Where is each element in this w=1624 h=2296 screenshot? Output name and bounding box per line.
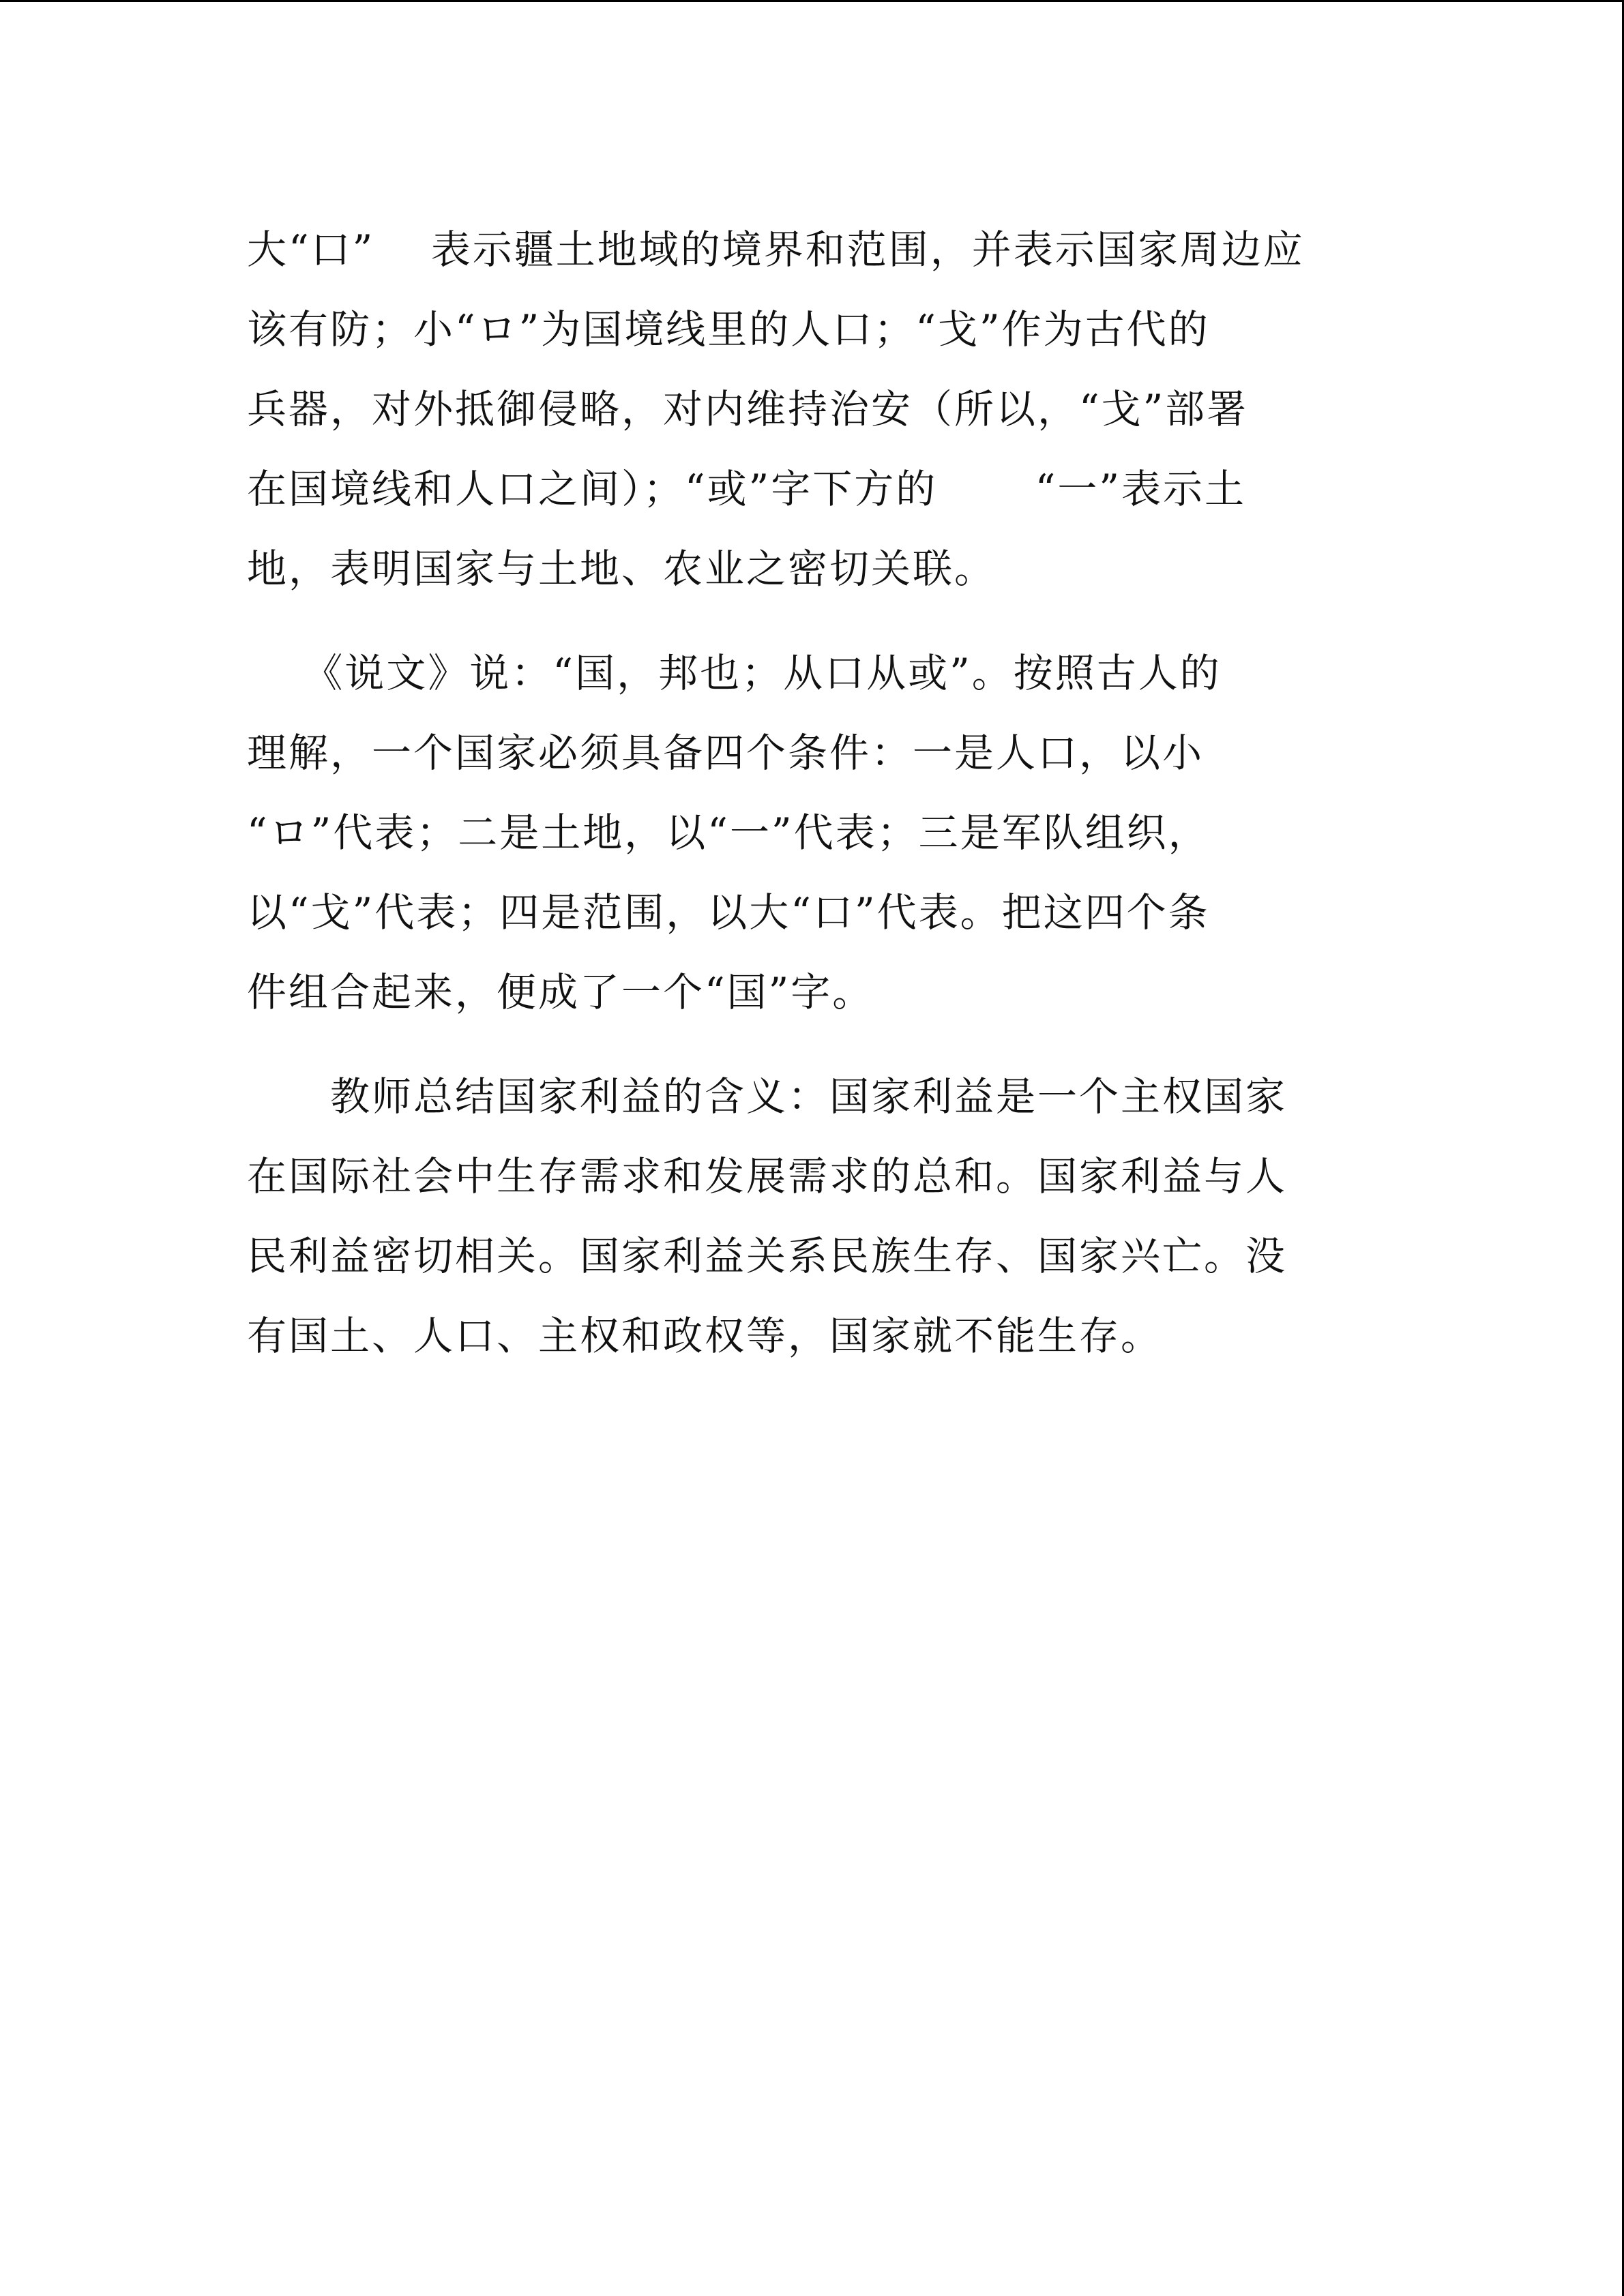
text-line: 该有防；小“ロ”为国境线里的人口；“戈”作为古代的: [247, 306, 1210, 353]
text-line: 在国际社会中生存需求和发展需求的总和。国家利益与人: [247, 1153, 1288, 1199]
text-line: 理解，一个国家必须具备四个条件：一是人口，以小: [247, 730, 1205, 776]
text-line: 民利益密切相关。国家利益关系民族生存、国家兴亡。没: [247, 1233, 1288, 1279]
text-line: 大“口” 表示疆土地域的境界和范围，并表示国家周边应: [247, 226, 1305, 273]
text-line: 有国土、人口、主权和政权等，国家就不能生存。: [247, 1313, 1163, 1359]
paragraph-national-interest-summary: [247, 1057, 1406, 1376]
text-line: 《说文》说：“国，邦也；从口从或”。按照古人的: [247, 650, 1222, 696]
text-line: 地，表明国家与土地、农业之密切关联。: [247, 546, 996, 592]
document-body: [247, 210, 1406, 1376]
text-line: 兵器，对外抵御侵略，对内维持治安（所以，“戈”部署: [247, 386, 1249, 432]
text-line: 在国境线和人口之间）；“或”字下方的 “一”表示土: [247, 466, 1247, 512]
text-line: “ロ”代表；二是土地，以“一”代表；三是军队组织，: [247, 809, 1210, 856]
paragraph-gap: [247, 1032, 1406, 1057]
text-line: 件组合起来，便成了一个“国”字。: [247, 969, 874, 1015]
paragraph-gap: [247, 609, 1406, 633]
text-line: 以“戈”代表；四是范围，以大“口”代表。把这四个条: [247, 889, 1210, 936]
paragraph-guo-character-meaning: [247, 210, 1406, 609]
paragraph-shuowen-definition: [247, 633, 1406, 1032]
text-line: 教师总结国家利益的含义：国家利益是一个主权国家: [247, 1073, 1288, 1120]
